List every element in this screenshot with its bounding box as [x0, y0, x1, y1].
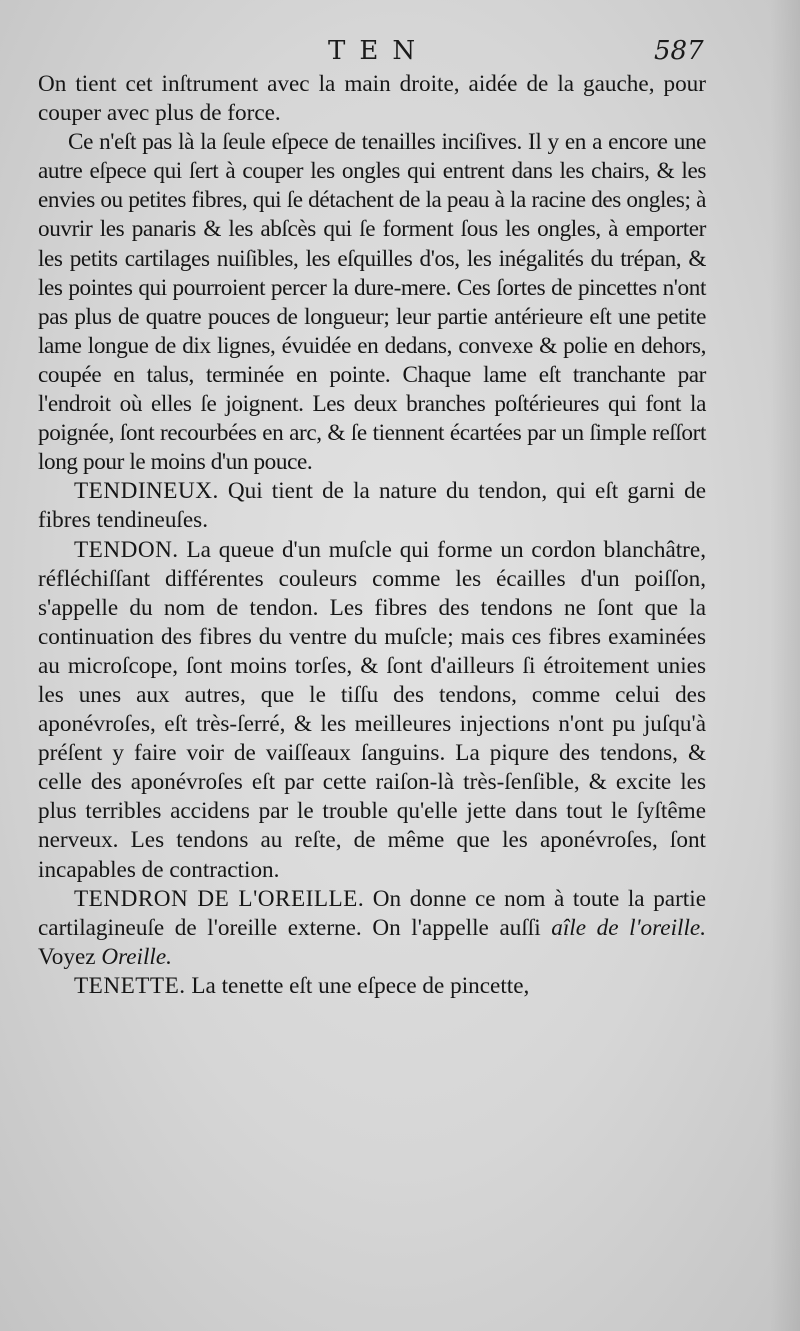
entry-text: Voyez: [38, 943, 102, 970]
body-text: [38, 70, 706, 1001]
cross-reference: Oreille.: [101, 943, 172, 970]
paragraph-tenailles: Ce n'eſt pas là la ſeule eſpece de tenailles inciſives. Il y en a encore une autre eſpece qui ſert à couper les ongles qui entrent dans les chairs, & les envies ou petites fibres, qui ſe détachent de la peau à la racine des ongles; à ouvrir les panaris & les abſcès qui ſe forment ſous les ongles, à emporter les petits cartilages nuiſibles, les eſquilles d'os, les inégalités du trépan, & les pointes qui pourroient percer la dure-mere. Ces ſortes de pincettes n'ont pas plus de quatre pouces de longueur; leur partie antérieure eſt une petite lame longue de dix lignes, évuidée en dedans, convexe & polie en dehors, coupée en talus, terminée en pointe. Chaque lame eſt tranchante par l'endroit où elles ſe joignent. Les deux branches poſtérieures qui font la poignée, ſont recourbées en arc, & ſe tiennent écartées par un ſimple reſſort long pour le moins d'un pouce.: [38, 129, 706, 476]
entry-tendineux: [38, 477, 706, 535]
entry-tendron: [38, 885, 706, 972]
entry-text: La tenette eſt une eſpece de pincette,: [185, 972, 530, 999]
entry-tendon: [38, 536, 706, 885]
entry-text: Qui tient de la nature du tendon, qui eſt garni de fibres tendineuſes.: [38, 478, 706, 534]
paragraph-continuation: On tient cet inſtrument avec la main droite, aidée de la gauche, pour couper avec plus de force.: [38, 71, 706, 127]
entry-term: TENDON.: [74, 536, 179, 563]
entry-term: TENDRON DE L'OREILLE.: [74, 885, 365, 912]
entry-tenette: [38, 972, 706, 1001]
running-head: TEN: [328, 36, 430, 66]
entry-text: On donne ce nom à toute la partie cartilagineuſe de l'oreille externe. On l'appelle auſſi: [38, 885, 706, 941]
entry-italic: aîle de l'oreille.: [551, 914, 706, 941]
entry-term: TENETTE.: [74, 972, 186, 999]
page-edge-shadow: [770, 0, 800, 1331]
page-number: 587: [654, 36, 704, 66]
entry-text: La queue d'un muſcle qui forme un cordon blanchâtre, réfléchiſſant différentes couleurs comme les écailles d'un poiſſon, s'appelle du nom de tendon. Les fibres des tendons ne ſont que la continuation des fibres du ventre du muſcle; mais ces fibres examinées au microſcope, ſont moins torſes, & ſont d'ailleurs ſi étroitement unies les unes aux autres, que le tiſſu des tendons, comme celui des aponévroſes, eſt très-ſerré, & les meilleures injections n'ont pu juſqu'à préſent y faire voir de vaiſſeaux ſanguins. La piqure des tendons, & celle des aponévroſes eſt par cette raiſon-là très-ſenſible, & excite les plus terribles accidens par le trouble qu'elle jette dans tout le ſyſtême nerveux. Les tendons au reſte, de même que les aponévroſes, ſont incapables de contraction.: [38, 536, 706, 883]
entry-term: TENDINEUX.: [74, 478, 219, 505]
